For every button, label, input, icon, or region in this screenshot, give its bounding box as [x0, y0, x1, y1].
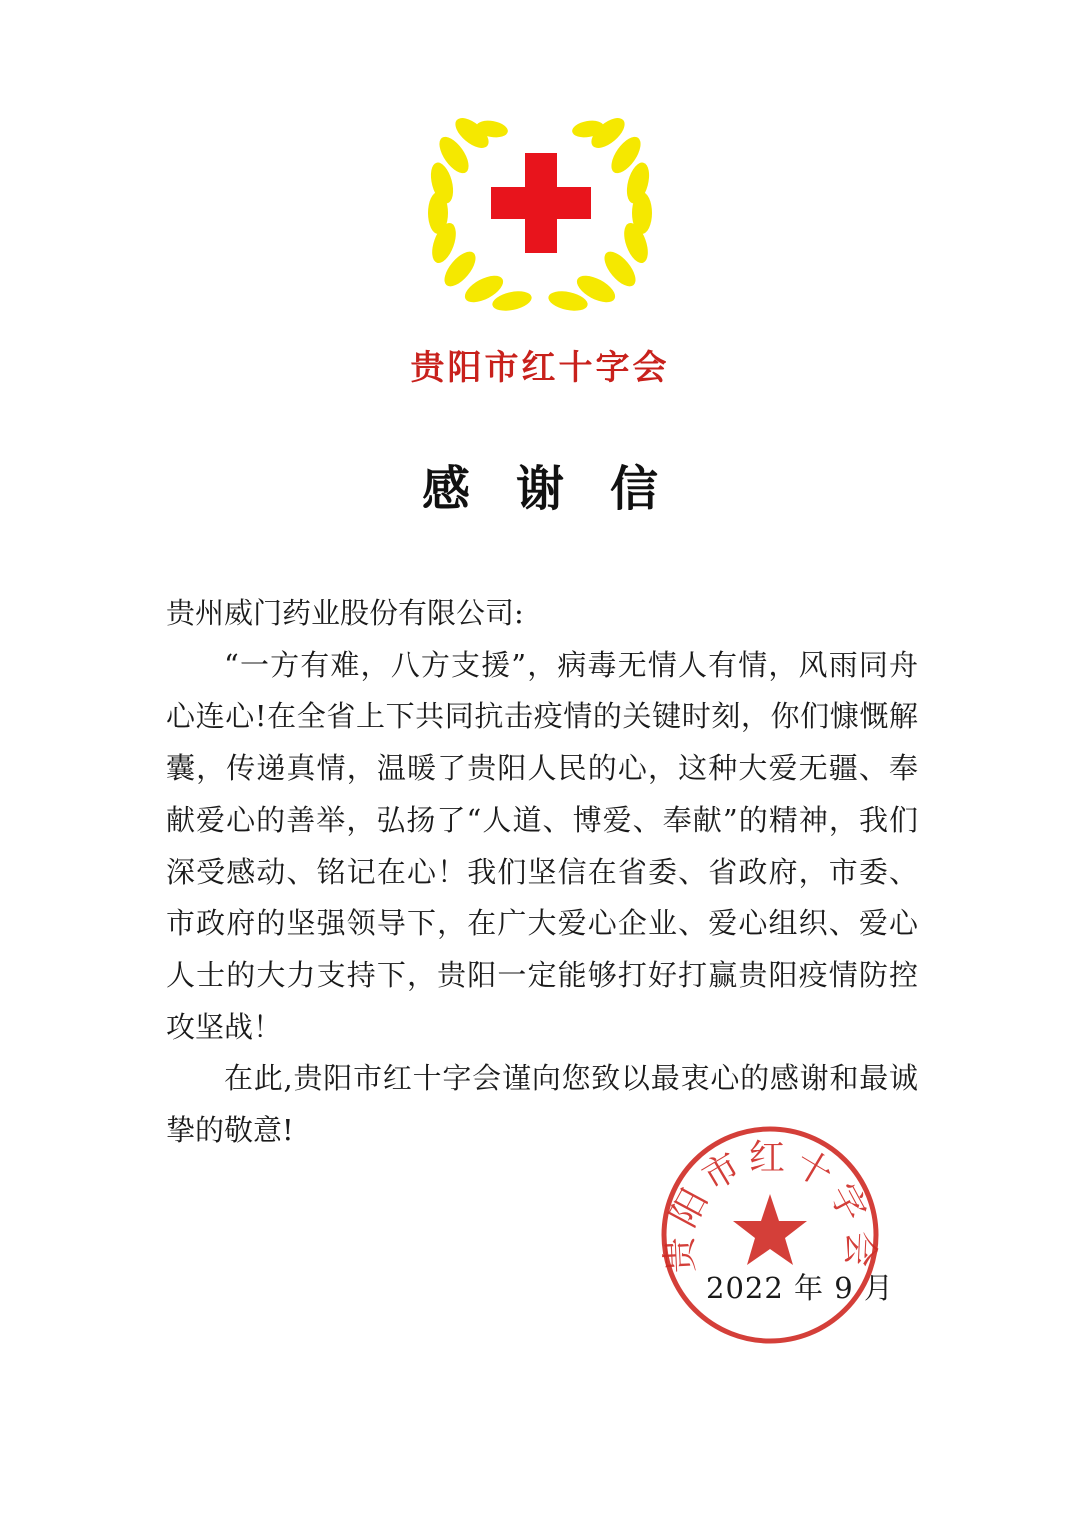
letter-paragraph: 在此,贵阳市红十字会谨向您致以最衷心的感谢和最诚挚的敬意!: [166, 1061, 918, 1148]
letter-body: [166, 588, 918, 1157]
letter-salutation: 贵州威门药业股份有限公司:: [166, 596, 524, 630]
red-cross-logo-icon: [420, 105, 660, 315]
seal-star-icon: [733, 1194, 807, 1265]
organization-name: 贵阳市红十字会: [410, 348, 670, 388]
seal-text: 贵阳市红十字会: [659, 1137, 881, 1274]
red-cross: [491, 153, 591, 253]
letter-paragraph: “一方有难，八方支援”，病毒无情人有情，风雨同舟心连心!在全省上下共同抗击疫情的关键时刻，你们慷慨解囊，传递真情，温暖了贵阳人民的心，这种大爱无疆、奉献爱心的善举，弘扬了“人道、博爱、奉献”的精神，我们深受感动、铭记在心！我们坚信在省委、省政府，市委、市政府的坚强领导下，在广大爱心企业、爱心组织、爱心人士的大力支持下，贵阳一定能够打好打赢贵阳疫情防控攻坚战！: [166, 647, 918, 1044]
official-seal-icon: [655, 1120, 885, 1350]
letter-date: 2022 年 9 月: [706, 1271, 894, 1305]
page-title: 感谢信: [421, 461, 704, 517]
